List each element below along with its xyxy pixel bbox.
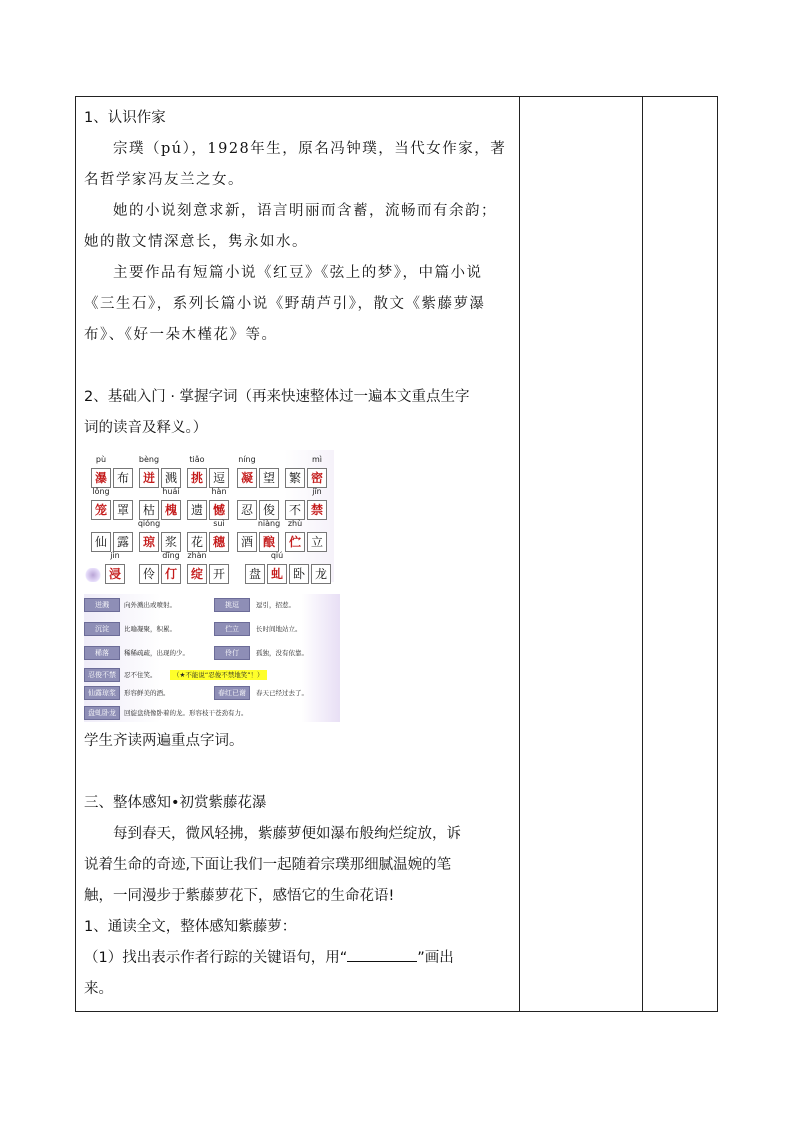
char-cell bbox=[186, 532, 208, 552]
vocab-term: 春红已谢 bbox=[214, 686, 250, 700]
vocab-term: 伫立 bbox=[214, 622, 250, 636]
char-cell bbox=[284, 468, 306, 488]
char-cell bbox=[266, 551, 288, 584]
character-box: 布 bbox=[113, 468, 133, 488]
char-cell bbox=[258, 500, 280, 520]
char-cell bbox=[284, 519, 306, 552]
vocab-term: 忍俊不禁 bbox=[84, 668, 120, 682]
character-box: 伫 bbox=[285, 532, 305, 552]
char-cell bbox=[306, 532, 328, 552]
pinyin-label: tiǎo bbox=[189, 455, 205, 464]
vocab-definition: 忍不住笑。 bbox=[124, 671, 157, 679]
pinyin-label: niàng bbox=[257, 519, 281, 528]
author-intro-line2: 名哲学家冯友兰之女。 bbox=[84, 172, 244, 188]
vocab-term: 盘虬卧龙 bbox=[84, 706, 120, 720]
character-box: 仙 bbox=[91, 532, 111, 552]
read-instruction: 学生齐读两遍重点字词。 bbox=[84, 733, 244, 749]
character-box: 凝 bbox=[237, 468, 257, 488]
char-cell bbox=[160, 532, 182, 552]
answer-blank bbox=[347, 949, 417, 962]
section3-heading: 三、整体感知•初赏紫藤花瀑 bbox=[84, 795, 267, 811]
pinyin-label: qióng bbox=[137, 519, 161, 528]
decorative-flower bbox=[84, 568, 102, 582]
char-cell bbox=[186, 551, 208, 584]
char-cell bbox=[244, 564, 266, 584]
vocab-term: 沉淀 bbox=[84, 622, 120, 636]
works-line1: 主要作品有短篇小说《红豆》《弦上的梦》，中篇小说 bbox=[113, 265, 483, 281]
character-box: 禁 bbox=[307, 500, 327, 520]
pinyin-label: hàn bbox=[211, 487, 227, 496]
works-line2: 《三生石》，系列长篇小说《野葫芦引》，散文《紫藤萝瀑 bbox=[84, 296, 486, 312]
character-box: 伶 bbox=[139, 564, 159, 584]
character-box: 溅 bbox=[161, 468, 181, 488]
character-box: 繁 bbox=[285, 468, 305, 488]
warning-note: （★不能说“忍俊不禁地笑”！） bbox=[170, 670, 267, 680]
char-cell bbox=[90, 455, 112, 488]
column-divider-1 bbox=[519, 97, 520, 1011]
char-cell bbox=[160, 468, 182, 488]
pinyin-label: jìn bbox=[110, 551, 120, 560]
character-box: 开 bbox=[209, 564, 229, 584]
section3-intro-line3: 触，一同漫步于紫藤萝花下，感悟它的生命花语! bbox=[84, 888, 395, 904]
char-cell bbox=[90, 487, 112, 520]
char-cell bbox=[288, 564, 310, 584]
pinyin-label: mì bbox=[311, 455, 322, 464]
pinyin-label: suì bbox=[213, 519, 225, 528]
char-cell bbox=[257, 519, 281, 552]
section1-heading: 1、认识作家 bbox=[84, 110, 166, 126]
character-box: 浆 bbox=[161, 532, 181, 552]
char-cell bbox=[258, 468, 280, 488]
char-cell bbox=[112, 468, 134, 488]
lesson-content-cell bbox=[84, 103, 514, 1005]
section3-intro-line2: 说着生命的奇迹,下面让我们一起随着宗璞那细腻温婉的笔 bbox=[84, 857, 452, 873]
char-cell bbox=[208, 564, 230, 584]
character-box: 挑 bbox=[187, 468, 207, 488]
vocab-term: 稀落 bbox=[84, 646, 120, 660]
vocab-definition: 稀稀疏疏，出现的少。 bbox=[124, 649, 189, 657]
vocab-term: 迸溅 bbox=[84, 598, 120, 612]
character-box: 浸 bbox=[105, 564, 125, 584]
character-box: 不 bbox=[285, 500, 305, 520]
character-box: 密 bbox=[307, 468, 327, 488]
pinyin-label: bèng bbox=[138, 455, 160, 464]
pinyin-label: níng bbox=[238, 455, 256, 464]
task-1-sub1-suffix: ”画出 bbox=[417, 950, 454, 966]
vocab-definition: 逗引，招惹。 bbox=[256, 601, 295, 609]
character-box: 笼 bbox=[91, 500, 111, 520]
char-cell bbox=[284, 500, 306, 520]
character-box: 酒 bbox=[237, 532, 257, 552]
vocab-definition: 向外溅出或喷射。 bbox=[124, 601, 176, 609]
char-cell bbox=[306, 455, 328, 488]
task-1-sub1-prefix: （1）找出表示作者行踪的关键语句，用“ bbox=[84, 950, 348, 966]
pinyin-character-grid bbox=[84, 450, 334, 582]
pinyin-label: lǒng bbox=[92, 487, 110, 496]
vocab-definition: 春天已经过去了。 bbox=[256, 689, 308, 697]
char-cell bbox=[236, 532, 258, 552]
pinyin-label: qiú bbox=[270, 551, 284, 560]
column-divider-2 bbox=[642, 97, 643, 1011]
char-cell bbox=[104, 551, 126, 584]
char-cell bbox=[112, 500, 134, 520]
task-1-heading: 1、通读全文，整体感知紫藤萝： bbox=[84, 919, 297, 935]
char-cell bbox=[138, 564, 160, 584]
vocab-definition: 孤独，没有依靠。 bbox=[256, 649, 308, 657]
char-cell bbox=[160, 551, 182, 584]
vocab-term: 仙露琼浆 bbox=[84, 686, 120, 700]
vocab-term: 挑逗 bbox=[214, 598, 250, 612]
char-cell bbox=[186, 455, 208, 488]
character-box: 槐 bbox=[161, 500, 181, 520]
char-cell bbox=[138, 500, 160, 520]
character-box: 露 bbox=[113, 532, 133, 552]
character-box: 绽 bbox=[187, 564, 207, 584]
task-1-sub1-line1 bbox=[84, 943, 514, 974]
pinyin-label: jīn bbox=[312, 487, 322, 496]
vocab-definition: 比喻凝聚，积累。 bbox=[124, 625, 176, 633]
char-cell bbox=[90, 532, 112, 552]
char-cell bbox=[208, 468, 230, 488]
character-box: 立 bbox=[307, 532, 327, 552]
char-cell bbox=[208, 519, 230, 552]
character-box: 酿 bbox=[259, 532, 279, 552]
author-style-line2: 她的散文情深意长，隽永如水。 bbox=[84, 234, 308, 250]
character-box: 虬 bbox=[267, 564, 287, 584]
character-box: 望 bbox=[259, 468, 279, 488]
character-box: 花 bbox=[187, 532, 207, 552]
works-line3: 布》、《好一朵木槿花》等。 bbox=[84, 327, 278, 343]
char-cell bbox=[137, 519, 161, 552]
char-cell bbox=[138, 455, 160, 488]
character-box: 龙 bbox=[311, 564, 331, 584]
character-box: 枯 bbox=[139, 500, 159, 520]
vocabulary-definitions bbox=[84, 594, 340, 722]
vocab-definition: 形容鲜美的酒。 bbox=[124, 689, 170, 697]
author-style-line1: 她的小说刻意求新，语言明丽而含蓄，流畅而有余韵； bbox=[113, 203, 497, 219]
character-box: 仃 bbox=[161, 564, 181, 584]
character-box: 憾 bbox=[209, 500, 229, 520]
vocab-term: 伶仃 bbox=[214, 646, 250, 660]
character-box: 俊 bbox=[259, 500, 279, 520]
character-box: 遗 bbox=[187, 500, 207, 520]
char-cell bbox=[208, 487, 230, 520]
pinyin-label: zhù bbox=[287, 519, 303, 528]
vocab-definition: 回旋盘绕像卧着的龙。形容枝干苍劲有力。 bbox=[124, 709, 248, 717]
character-box: 逗 bbox=[209, 468, 229, 488]
lesson-table bbox=[75, 96, 718, 1012]
char-cell bbox=[310, 564, 332, 584]
char-cell bbox=[236, 500, 258, 520]
character-box: 盘 bbox=[245, 564, 265, 584]
character-box: 迸 bbox=[139, 468, 159, 488]
task-1-sub1-line2: 来。 bbox=[84, 981, 113, 997]
char-cell bbox=[186, 500, 208, 520]
character-box: 穗 bbox=[209, 532, 229, 552]
section2-heading-line2: 词的读音及释义。） bbox=[84, 420, 208, 436]
char-cell bbox=[160, 487, 182, 520]
character-box: 琼 bbox=[139, 532, 159, 552]
section2-heading-line1: 2、基础入门 · 掌握字词（再来快速整体过一遍本文重点生字 bbox=[84, 389, 470, 405]
char-cell bbox=[306, 487, 328, 520]
author-intro-line1: 宗璞（pú），1928年生，原名冯钟璞，当代女作家，著 bbox=[113, 141, 507, 157]
character-box: 瀑 bbox=[91, 468, 111, 488]
char-cell bbox=[236, 455, 258, 488]
character-box: 罩 bbox=[113, 500, 133, 520]
section3-intro-line1: 每到春天，微风轻拂，紫藤萝便如瀑布般绚烂绽放，诉 bbox=[113, 826, 461, 842]
char-cell bbox=[112, 532, 134, 552]
character-box: 忍 bbox=[237, 500, 257, 520]
pinyin-label: zhàn bbox=[187, 551, 207, 560]
pinyin-label: dīng bbox=[162, 551, 180, 560]
pinyin-label: pù bbox=[95, 455, 107, 464]
vocab-definition: 长时间地站立。 bbox=[256, 625, 302, 633]
pinyin-label: huái bbox=[162, 487, 180, 496]
character-box: 卧 bbox=[289, 564, 309, 584]
